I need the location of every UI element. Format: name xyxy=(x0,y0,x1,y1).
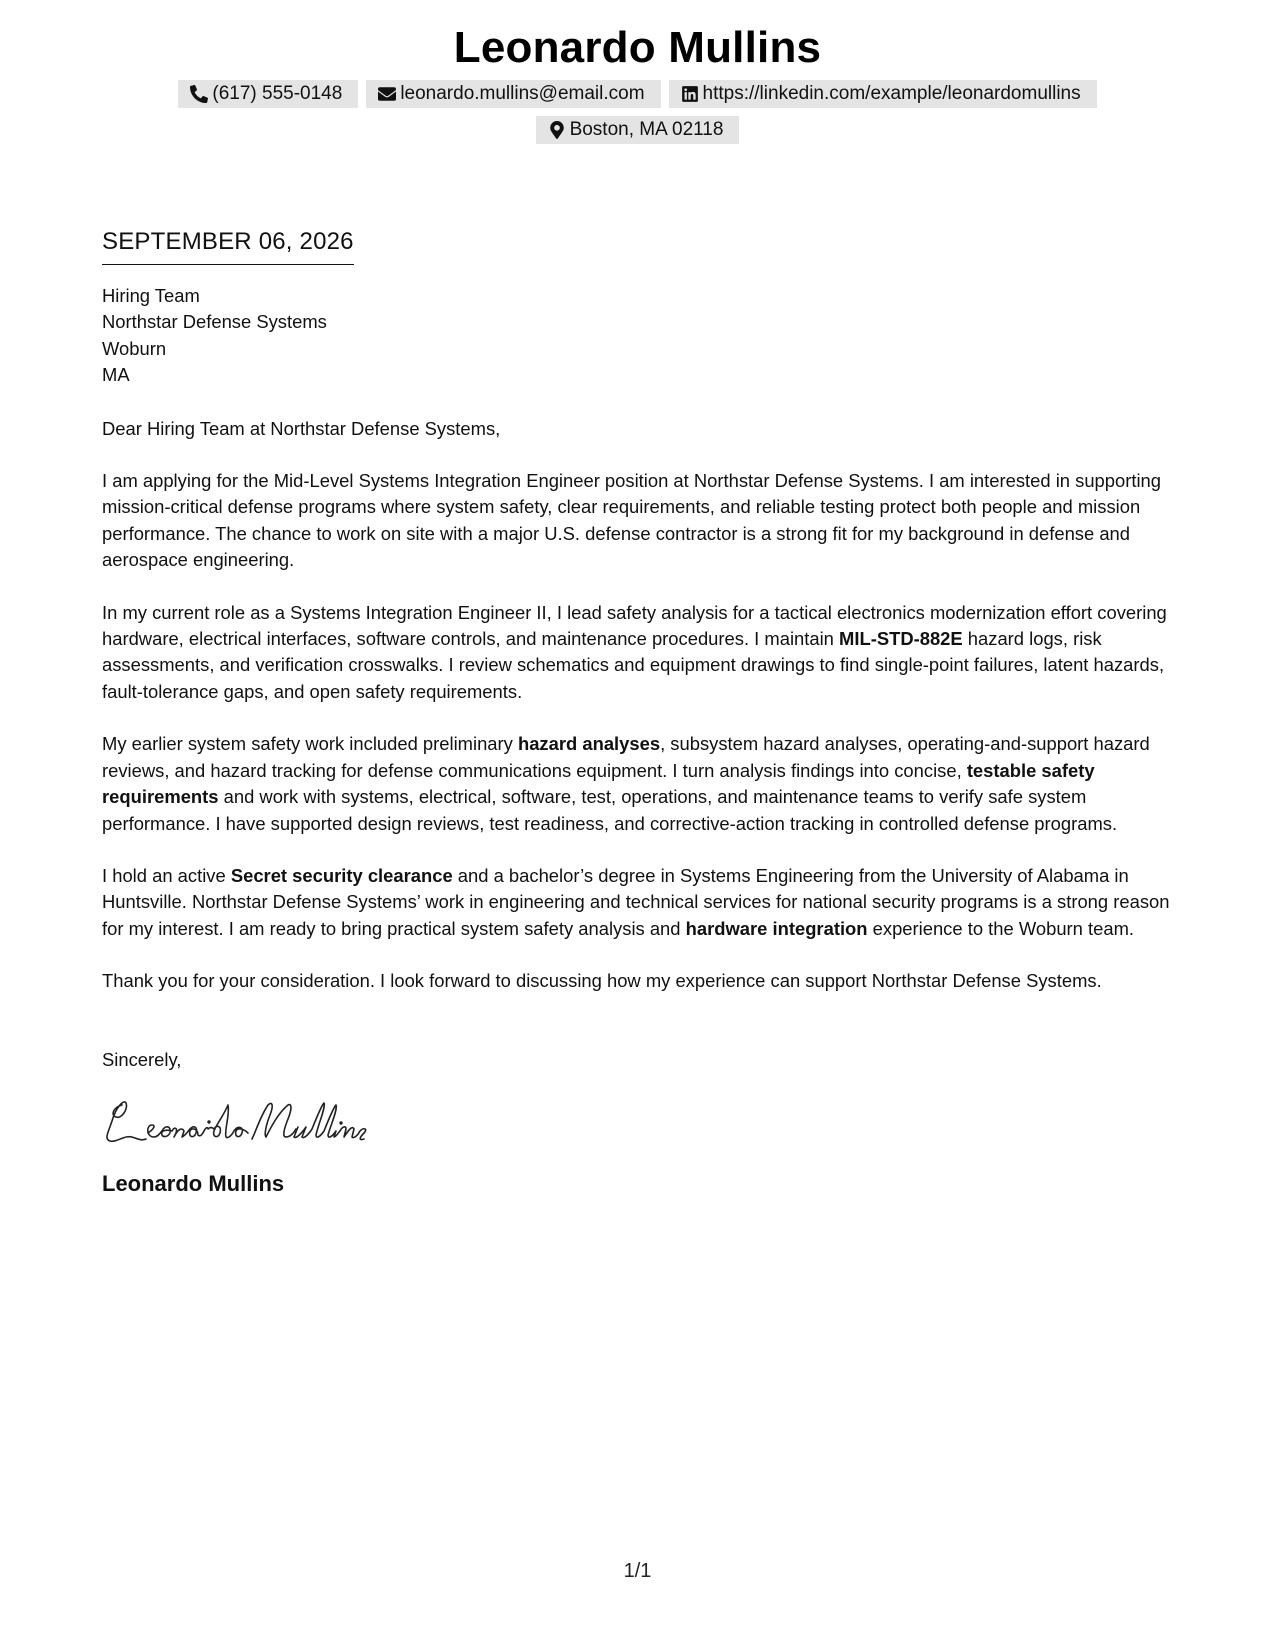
linkedin-chip xyxy=(669,80,1097,108)
paragraph-3 xyxy=(102,731,1177,837)
paragraph-4-text-2: and a bachelor’s degree in Systems Engineering from the University of Alabama in Huntsville. Northstar Defense Systems’ work in engineering and technical services for national security programs is a strong reason for my interest. I am ready to bring practical system safety analysis and xyxy=(102,864,1170,939)
letter-body xyxy=(102,226,1177,1199)
recipient-line-1: Hiring Team xyxy=(102,285,200,306)
phone-icon xyxy=(190,85,208,103)
paragraph-4-text-3: experience to the Woburn team. xyxy=(867,917,1135,939)
letter-header xyxy=(0,16,1275,144)
paragraph-3-bold-2: testable safety requirements xyxy=(102,759,1095,808)
contact-row-secondary xyxy=(0,116,1275,144)
linkedin-icon xyxy=(681,85,699,103)
email-chip xyxy=(366,80,660,108)
envelope-icon xyxy=(378,85,396,103)
linkedin-url: https://linkedin.com/example/leonardomullins xyxy=(702,83,1081,104)
applicant-name: Leonardo Mullins xyxy=(453,23,822,72)
location-chip xyxy=(536,116,740,144)
closing: Sincerely, xyxy=(102,1048,182,1070)
paragraph-2-bold-1: MIL-STD-882E xyxy=(839,628,963,650)
map-marker-icon xyxy=(548,121,566,139)
paragraph-4-bold-2: hardware integration xyxy=(685,917,868,939)
paragraph-5: Thank you for your consideration. I look forward to discussing how my experience can support Northstar Defense Systems. xyxy=(102,970,1102,992)
salutation: Dear Hiring Team at Northstar Defense Systems, xyxy=(102,417,501,439)
recipient-block xyxy=(102,283,1177,389)
paragraph-2 xyxy=(102,600,1177,706)
paragraph-3-text-2: , subsystem hazard analyses, operating-and-support hazard reviews, and hazard tracking for defense communications equipment. I turn analysis findings into concise, xyxy=(102,733,1150,781)
recipient-line-4: MA xyxy=(102,364,130,386)
paragraph-4-text-1: I hold an active xyxy=(102,864,231,886)
handwritten-signature xyxy=(102,1095,1177,1155)
paragraph-3-text-1: My earlier system safety work included preliminary xyxy=(102,733,518,755)
phone-number: (617) 555-0148 xyxy=(212,83,343,104)
location-text: Boston, MA 02118 xyxy=(569,119,724,140)
recipient-line-2: Northstar Defense Systems xyxy=(102,311,327,333)
paragraph-2-text-1: In my current role as a Systems Integration Engineer II, I lead safety analysis for a tactical electronics modernization effort covering hardware, electrical interfaces, software controls, and maintenance procedures. I maintain xyxy=(102,601,1167,650)
paragraph-3-text-3: and work with systems, electrical, software, test, operations, and maintenance teams to verify safe system performance. I have supported design reviews, test readiness, and corrective-action tracking in controlled defense programs. xyxy=(102,786,1118,834)
signature-image xyxy=(102,1095,372,1151)
paragraph-1: I am applying for the Mid-Level Systems Integration Engineer position at Northstar Defense Systems. I am interested in supporting mission-critical defense programs where system safety, clear requirements, and reliable testing protect both people and mission performance. The chance to work on site with a major U.S. defense contractor is a strong fit for my background in defense and aerospace engineering. xyxy=(102,470,1162,571)
phone-chip xyxy=(178,80,358,108)
letter-date: SEPTEMBER 06, 2026 xyxy=(102,226,354,265)
paragraph-4 xyxy=(102,863,1177,942)
page-number: 1/1 xyxy=(623,1560,652,1582)
paragraph-2-text-2: hazard logs, risk assessments, and verification crosswalks. I review schematics and equipment drawings to find single-point failures, latent hazards, fault-tolerance gaps, and open safety requirements. xyxy=(102,628,1165,702)
signer-name: Leonardo Mullins xyxy=(102,1170,285,1196)
paragraph-3-bold-1: hazard analyses xyxy=(517,733,661,755)
email-address: leonardo.mullins@email.com xyxy=(400,83,645,104)
contact-row-primary xyxy=(0,80,1275,108)
paragraph-4-bold-1: Secret security clearance xyxy=(230,864,453,886)
recipient-line-3: Woburn xyxy=(102,337,167,359)
